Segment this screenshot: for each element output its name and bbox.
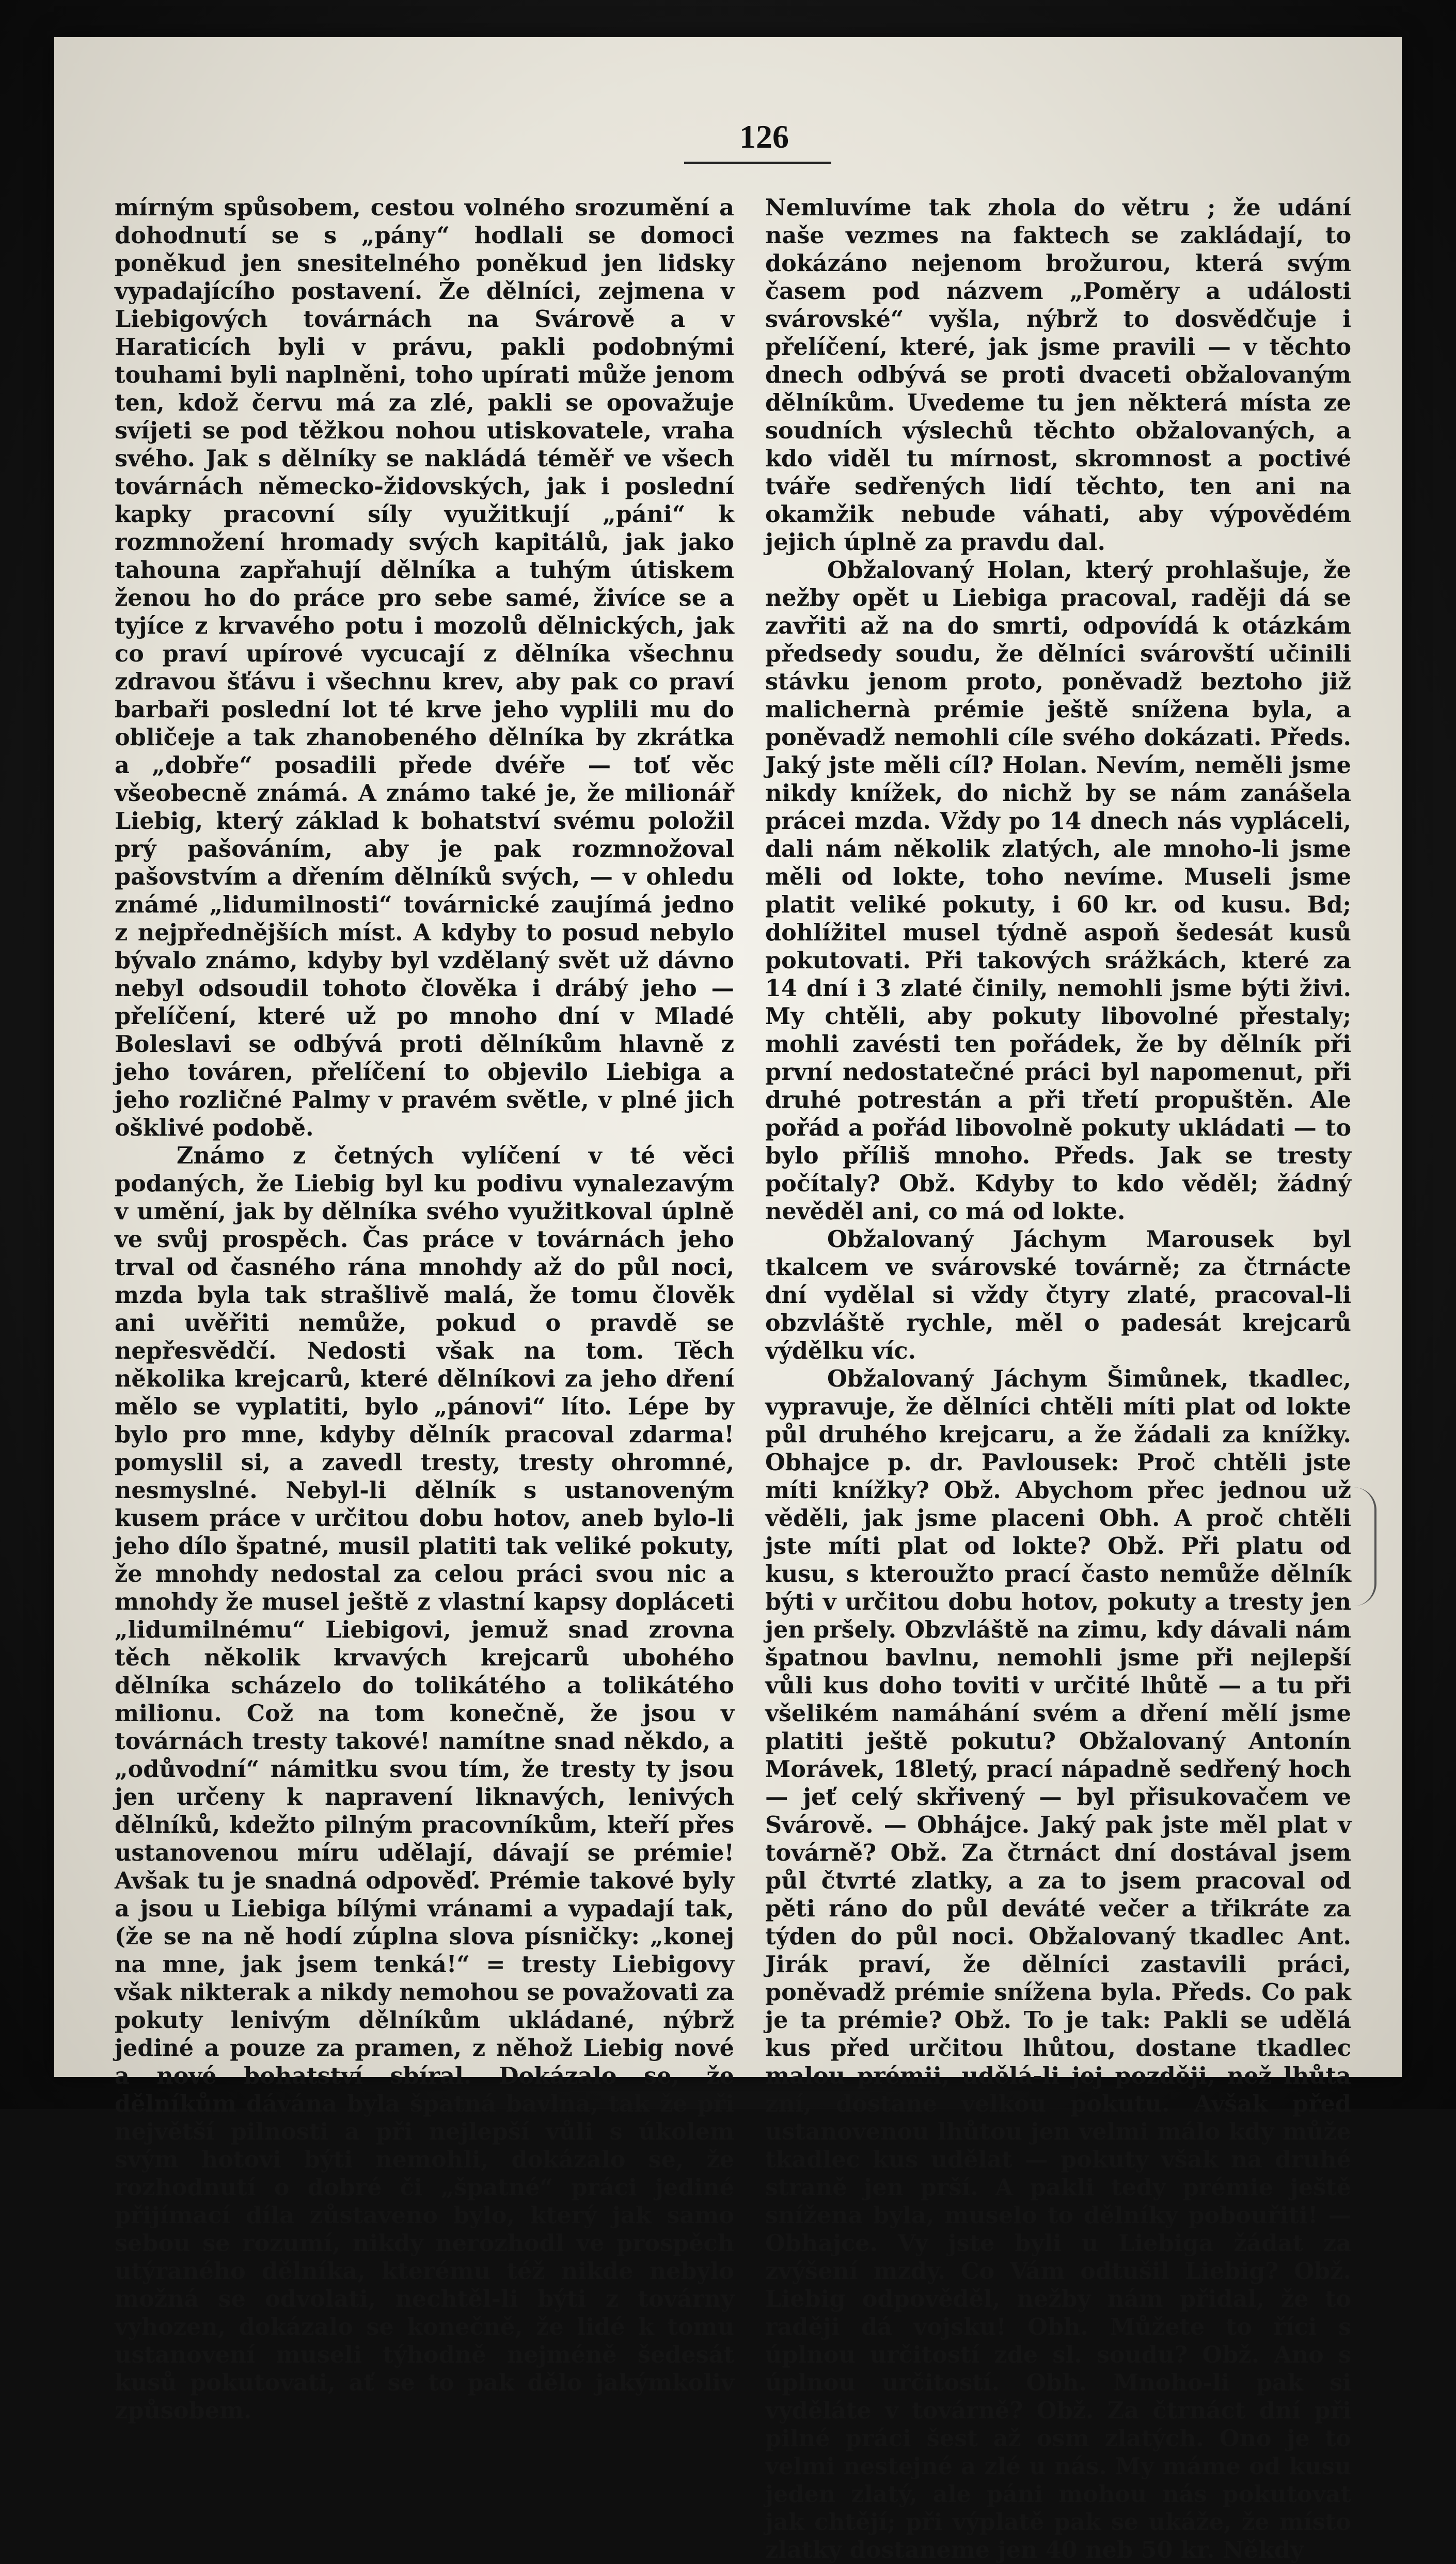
right-paragraph-4: Obžalovaný Jáchym Šimůnek, tkadlec, vypravuje, že dělníci chtěli míti plat od lokte půl druhého krejcaru, a že žádali za knížky. Obhajce p. dr. Pavlousek: Proč chtěli jste míti knížky? Obž. Abychom přec jednou už věděli, jak jsme placeni Obh. A proč chtěli jste míti plat od lokte? Obž. Při platu od kusu, s kteroužto prací často nemůže dělník býti v určitou dobu hotov, pokuty a tresty jen jen pršely. Obzvláště na zimu, kdy dávali nám špatnou bavlnu, nemohli jsme při nejlepší vůli kus doho toviti v určité lhůtě — a tu při všelikém namáhání svém a dření mělí jsme platiti ještě pokutu? Obžalovaný Antonín Morávek, 18letý, prací nápadně sedřený hoch — jeť celý skřivený — byl přisukovačem ve Svárově. — Obhájce. Jaký pak jste měl plat v továrně? Obž. Za čtrnáct dní dostával jsem půl čtvrté zlatky, a za to jsem pracoval od pěti ráno do půl deváté večer a třikráte za týden do půl noci. Obžalovaný tkadlec Ant. Jirák praví, že dělníci zastavili práci, poněvadž prémie snížena byla. Předs. Co pak je ta prémie? Obž. To je tak: Pakli se udělá kus před určitou lhůtou, dostane tkadlec malou prémii, udělá-li jej později, než lhůta zní, dostane velkou pokutu. Avšak před ustanovenou lhůtou jen velmi málo kdy může tkadlec kus udělat — pokuty však na druhé straně jen prší. A pakli tedy prémie ještě snížena byla, muselo to dělníky pobouřiti! — Obhajce. Vy jste byli u Liebiga žádat za zvýšení mzdy. Co Vám odtušil Liebig? Obž. Liebig odpověděl, nežby nám přidal, že to raději dá vojsku! Obh. Můžete to říci s úplnou určitostí zde sl. soudu? Obž. Ano s úplnou určitostí. Obh. Mnoho-li pak si vyděláte v továrně? Obž. Za čtrnáct dní při pilné práci šest až osm zlatých. Ono je to velmi nestejné a zlé u nás. My máme od kusu jeden zlatý, ale páni mohou nás pokutovat jak chtějí; při výplatě pak se ukáže, že místo zlatky dostaneme jen 40 neb 50 kr. Někdy [765, 1365, 1351, 2563]
right-paragraph-1: Nemluvíme tak zhola do větru ; že udání naše vezmes na faktech se zakládají, to dokázáno nejenom brožurou, která svým časem pod názvem „Poměry a události svárovské“ vyšla, nýbrž to dosvědčuje i přelíčení, které, jak jsme pravili — v těchto dnech odbývá se proti dvaceti obžalovaným dělníkům. Uvedeme tu jen některá místa ze soudních výslechů těchto obžalovaných, a kdo viděl tu mírnost, skromnost a poctivé tváře sedřených lidí těchto, ten ani na okamžik nebude váhati, aby výpovědém jejich úplně za pravdu dal. [765, 194, 1351, 556]
margin-bracket-mark [1354, 1487, 1376, 1606]
left-text-column [115, 194, 734, 2424]
page-number: 126 [739, 118, 789, 155]
left-paragraph-1: mírným spůsobem, cestou volného srozumění a dohodnutí se s „pány“ hodlali se domoci poněkud jen snesitelného poněkud jen lidsky vypadajícího postavení. Že dělníci, zejmena v Liebigových továrnách na Svárově a v Haraticích byli v právu, pakli podobnými touhami byli naplněni, toho upírati může jenom ten, kdož červu má za zlé, pakli se opovažuje svíjeti se pod těžkou nohou utiskovatele, vraha svého. Jak s dělníky se nakládá téměř ve všech továrnách německo-židovských, jak i poslední kapky pracovní síly využitkují „páni“ k rozmnožení hromady svých kapitálů, jak jako tahouna zapřahují dělníka a tuhým útiskem ženou ho do práce pro sebe samé, živíce se a tyjíce z krvavého potu i mozolů dělnických, jak co praví upírové vycucají z dělníka všechnu zdravou šťávu i všechnu krev, aby pak co praví barbaři poslední lot té krve jeho vyplili mu do obličeje a tak zhanobeného dělníka by zkrátka a „dobře“ posadili přede dvéře — toť věc všeobecně známá. A známo také je, že milionář Liebig, který základ k bohatství svému položil prý pašováním, aby je pak rozmnožoval pašovstvím a dřením dělníků svých, — v ohledu známé „lidumilnosti“ továrnické zaujímá jedno z nejpřednějších míst. A kdyby to posud nebylo bývalo známo, kdyby byl vzdělaný svět už dávno nebyl odsoudil tohoto člověka i drábý jeho — přelíčení, které už po mnoho dní v Mladé Boleslavi se odbývá proti dělníkům hlavně z jeho továren, přelíčení to objevilo Liebiga a jeho rozličné Palmy v pravém světle, v plné jich ošklivé podobě. [115, 194, 734, 1141]
left-paragraph-2: Známo z četných vylíčení v té věci podaných, že Liebig byl ku podivu vynalezavým v umění, jak by dělníka svého využitkoval úplně ve svůj prospěch. Čas práce v továrnách jeho trval od časného rána mnohdy až do půl noci, mzda byla tak strašlivě malá, že tomu člověk ani uvěřiti nemůže, pokud o pravdě se nepřesvědčí. Nedosti však na tom. Těch několika krejcarů, které dělníkovi za jeho dření mělo se vyplatiti, bylo „pánovi“ líto. Lépe by bylo pro mne, kdyby dělník pracoval zdarma! pomyslil si, a zavedl tresty, tresty ohromné, nesmyslné. Nebyl-li dělník s ustanoveným kusem práce v určitou dobu hotov, aneb bylo-li jeho dílo špatné, musil platiti tak veliké pokuty, že mnohdy nedostal za celou práci svou nic a mnohdy že musel ještě z vlastní kapsy dopláceti „lidumilnému“ Liebigovi, jemuž snad zrovna těch několik krvavých krejcarů ubohého dělníka scházelo do tolikátého a tolikátého milionu. Což na tom konečně, že jsou v továrnách tresty takové! namítne snad někdo, a „odůvodní“ námitku svou tím, že tresty ty jsou jen určeny k napravení liknavých, lenivých dělníků, kdežto pilným pracovníkům, kteří přes ustanovenou míru udělají, dávají se prémie! Avšak tu je snadná odpověď. Prémie takové byly a jsou u Liebiga bílými vránami a vypadají tak, (že se na ně hodí zúplna slova písničky: „konej na mne, jak jsem tenká!“ = tresty Liebigovy však nikterak a nikdy nemohou se považovati za pokuty lenivým dělníkům ukládané, nýbrž jediné a pouze za pramen, z něhož Liebig nové a nové bohatství sbíral. Dokázalo se, že dělníkům dávána byla špatná bavlna, tak že při největší pilnosti a při nejlepší vůli s úkolem svým hotovi býti nemohli, dokázalo se, že rozhodnutí o dobré či „špatné“ práci jediné přijímací díla zůstaveno bylo, který jak samo sebou se rozumí, nikdy nerozhodl ve prospěch utýraného dělníka, kterému též nikde nebylo možná se odvolati, nechtěl-li býti z továrny vyhozen, dokázalo se konečně, že lidé k tomu ustanovení museli týhodně nejméně šedesát kusů pokutovati, ať se to pak dělo jakýmkoliv způsobem. [115, 1142, 734, 2424]
right-paragraph-2: Obžalovaný Holan, který prohlašuje, že nežby opět u Liebiga pracoval, raději dá se zavřiti až na do smrti, odpovídá k otázkám předsedy soudu, že dělníci svárovští učinili stávku jenom proto, poněvadž beztoho již malichernà prémie ještě snížena byla, a poněvadž nemohli cíle svého dokázati. Předs. Jaký jste měli cíl? Holan. Nevím, neměli jsme nikdy knížek, do nichž by se nám zanášela prácei mzda. Vždy po 14 dnech nás vypláceli, dali nám několik zlatých, ale mnoho-li jsme měli od lokte, toho nevíme. Museli jsme platit veliké pokuty, i 60 kr. od kusu. Bd; dohlížitel musel týdně aspoň šedesát kusů pokutovati. Při takových srážkách, které za 14 dní i 3 zlaté činily, nemohli jsme býti živi. My chtěli, aby pokuty libovolné přestaly; mohli zavésti ten pořádek, že by dělník při první nedostatečné práci byl napomenut, při druhé potrestán a při třetí propuštěn. Ale pořád a pořád libovolně pokuty ukládati — to bylo příliš mnoho. Předs. Jak se tresty počítaly? Obž. Kdyby to kdo věděl; žádný nevěděl ani, co má od lokte. [765, 557, 1351, 1225]
right-text-column [765, 194, 1351, 2563]
page-number-rule [684, 162, 831, 164]
right-paragraph-3: Obžalovaný Jáchym Marousek byl tkalcem ve svárovské továrně; za čtrnácte dní vydělal si vždy čtyry zlaté, pracoval-li obzvláště rychle, měl o padesát krejcarů výdělku víc. [765, 1226, 1351, 1364]
